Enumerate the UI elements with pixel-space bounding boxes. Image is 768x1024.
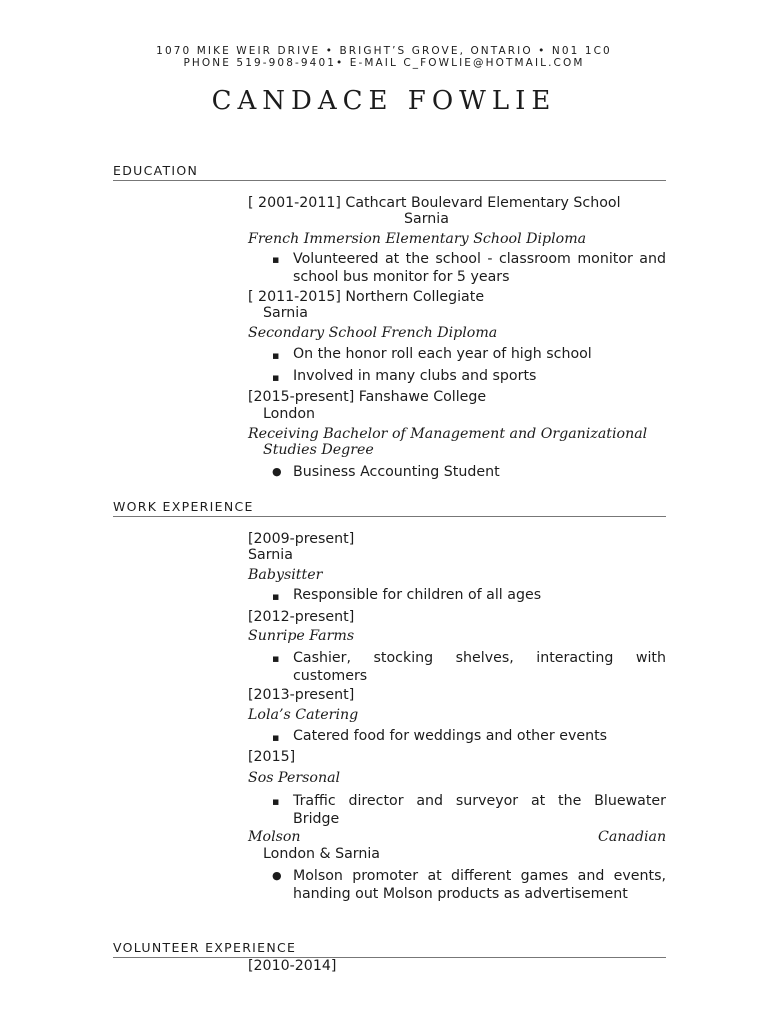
work-role-continued: Canadian bbox=[598, 829, 667, 845]
work-role: Babysitter bbox=[248, 567, 323, 583]
education-credential-continued: Studies Degree bbox=[263, 442, 374, 458]
candidate-name: CANDACE FOWLIE bbox=[211, 86, 557, 116]
education-credential: Secondary School French Diploma bbox=[248, 325, 498, 341]
bullet-icon: ▪ bbox=[272, 371, 280, 384]
volunteer-heading: VOLUNTEER EXPERIENCE bbox=[113, 940, 297, 955]
work-bullet: Cashier, stocking shelves, interacting with customers bbox=[293, 650, 666, 684]
bullet-icon: ▪ bbox=[272, 652, 280, 665]
education-divider bbox=[113, 180, 666, 181]
work-bullet: Molson promoter at different games and events, handing out Molson products as advertisement bbox=[293, 868, 666, 902]
volunteer-dates: [2010-2014] bbox=[248, 958, 337, 974]
education-location: London bbox=[263, 406, 316, 422]
education-location: Sarnia bbox=[263, 305, 308, 321]
bullet-icon: ▪ bbox=[272, 795, 280, 808]
work-bullet: Traffic director and surveyor at the Bluewater Bridge bbox=[293, 793, 666, 827]
education-bullet: Involved in many clubs and sports bbox=[293, 368, 537, 384]
work-dates: [2012-present] bbox=[248, 609, 355, 625]
bullet-icon: ▪ bbox=[272, 349, 280, 362]
education-dates: [ 2001-2011] Cathcart Boulevard Elementary School bbox=[248, 195, 621, 211]
education-heading: EDUCATION bbox=[113, 163, 199, 178]
bullet-icon: ▪ bbox=[272, 590, 280, 603]
education-credential: Receiving Bachelor of Management and Organizational bbox=[248, 426, 648, 442]
work-role: Sunripe Farms bbox=[248, 628, 355, 644]
work-divider bbox=[113, 516, 666, 517]
bullet-icon: ● bbox=[272, 465, 282, 478]
volunteer-divider bbox=[113, 957, 666, 958]
education-bullet: Volunteered at the school - classroom monitor and school bus monitor for 5 years bbox=[293, 251, 666, 285]
work-dates: [2013-present] bbox=[248, 687, 355, 703]
work-role: Lola’s Catering bbox=[248, 707, 359, 723]
work-bullet: Responsible for children of all ages bbox=[293, 587, 542, 603]
education-credential: French Immersion Elementary School Diploma bbox=[248, 231, 587, 247]
education-location: Sarnia bbox=[404, 211, 449, 227]
work-location: London & Sarnia bbox=[263, 846, 380, 862]
education-bullet: Business Accounting Student bbox=[293, 464, 500, 480]
work-role: Molson bbox=[248, 829, 301, 845]
work-dates: [2015] bbox=[248, 749, 296, 765]
address-line: 1070 MIKE WEIR DRIVE • BRIGHT’S GROVE, ONTARIO • N01 1C0 bbox=[156, 45, 612, 57]
work-bullet: Catered food for weddings and other events bbox=[293, 728, 608, 744]
work-heading: WORK EXPERIENCE bbox=[113, 499, 254, 514]
bullet-icon: ▪ bbox=[272, 253, 280, 266]
contact-line: PHONE 519-908-9401• E-MAIL C_FOWLIE@HOTMAIL.COM bbox=[183, 57, 585, 69]
education-dates: [2015-present] Fanshawe College bbox=[248, 389, 487, 405]
work-dates: [2009-present] bbox=[248, 531, 355, 547]
bullet-icon: ▪ bbox=[272, 731, 280, 744]
education-dates: [ 2011-2015] Northern Collegiate bbox=[248, 289, 485, 305]
education-bullet: On the honor roll each year of high school bbox=[293, 346, 592, 362]
bullet-icon: ● bbox=[272, 869, 282, 882]
work-location: Sarnia bbox=[248, 547, 293, 563]
work-role: Sos Personal bbox=[248, 770, 341, 786]
